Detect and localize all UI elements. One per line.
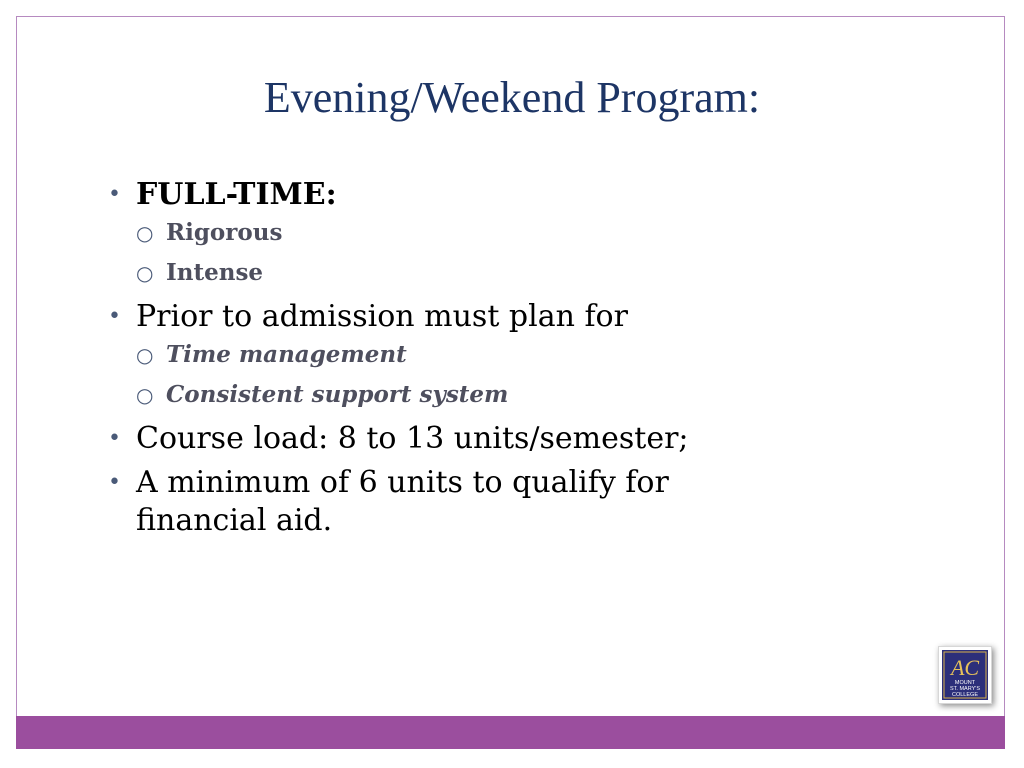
sub-bullet-text: Consistent support system <box>166 381 509 408</box>
college-crest-icon <box>939 647 991 703</box>
bullet-group <box>104 420 804 458</box>
sub-bullet-item <box>104 218 804 248</box>
bullet-group <box>104 176 804 288</box>
hollow-circle-bullet-icon: ○ <box>136 383 154 407</box>
hollow-circle-bullet-icon: ○ <box>136 343 154 367</box>
logo-line-2: ST. MARY'S <box>950 686 980 692</box>
bullet-text: A minimum of 6 units to qualify for financial aid. <box>136 465 669 538</box>
bullet-item <box>104 420 804 458</box>
bullet-item <box>104 464 804 540</box>
bullet-dot-icon: • <box>108 426 121 451</box>
bullet-group <box>104 298 804 410</box>
logo-line-1: MOUNT <box>954 680 976 686</box>
bottom-accent-bar <box>16 716 1005 749</box>
sub-bullet-text: Intense <box>166 259 264 286</box>
bullet-list <box>104 176 804 546</box>
bullet-item <box>104 298 804 336</box>
hollow-circle-bullet-icon: ○ <box>136 261 154 285</box>
logo-monogram: AC <box>950 655 980 680</box>
bullet-item <box>104 176 804 214</box>
bullet-group <box>104 464 804 540</box>
sub-bullet-item <box>104 340 804 370</box>
bullet-dot-icon: • <box>108 470 121 495</box>
bullet-dot-icon: • <box>108 304 121 329</box>
sub-bullet-item <box>104 380 804 410</box>
bullet-dot-icon: • <box>108 182 121 207</box>
slide-title: Evening/Weekend Program: <box>263 73 761 122</box>
hollow-circle-bullet-icon: ○ <box>136 221 154 245</box>
bullet-text: Course load: 8 to 13 units/semester; <box>136 421 689 456</box>
logo-line-3: COLLEGE <box>952 692 978 698</box>
bullet-text: FULL-TIME: <box>136 177 337 212</box>
college-logo <box>938 646 992 704</box>
sub-bullet-text: Rigorous <box>166 219 283 246</box>
sub-bullet-text: Time management <box>166 341 407 368</box>
sub-bullet-item <box>104 258 804 288</box>
bullet-text: Prior to admission must plan for <box>136 299 628 334</box>
